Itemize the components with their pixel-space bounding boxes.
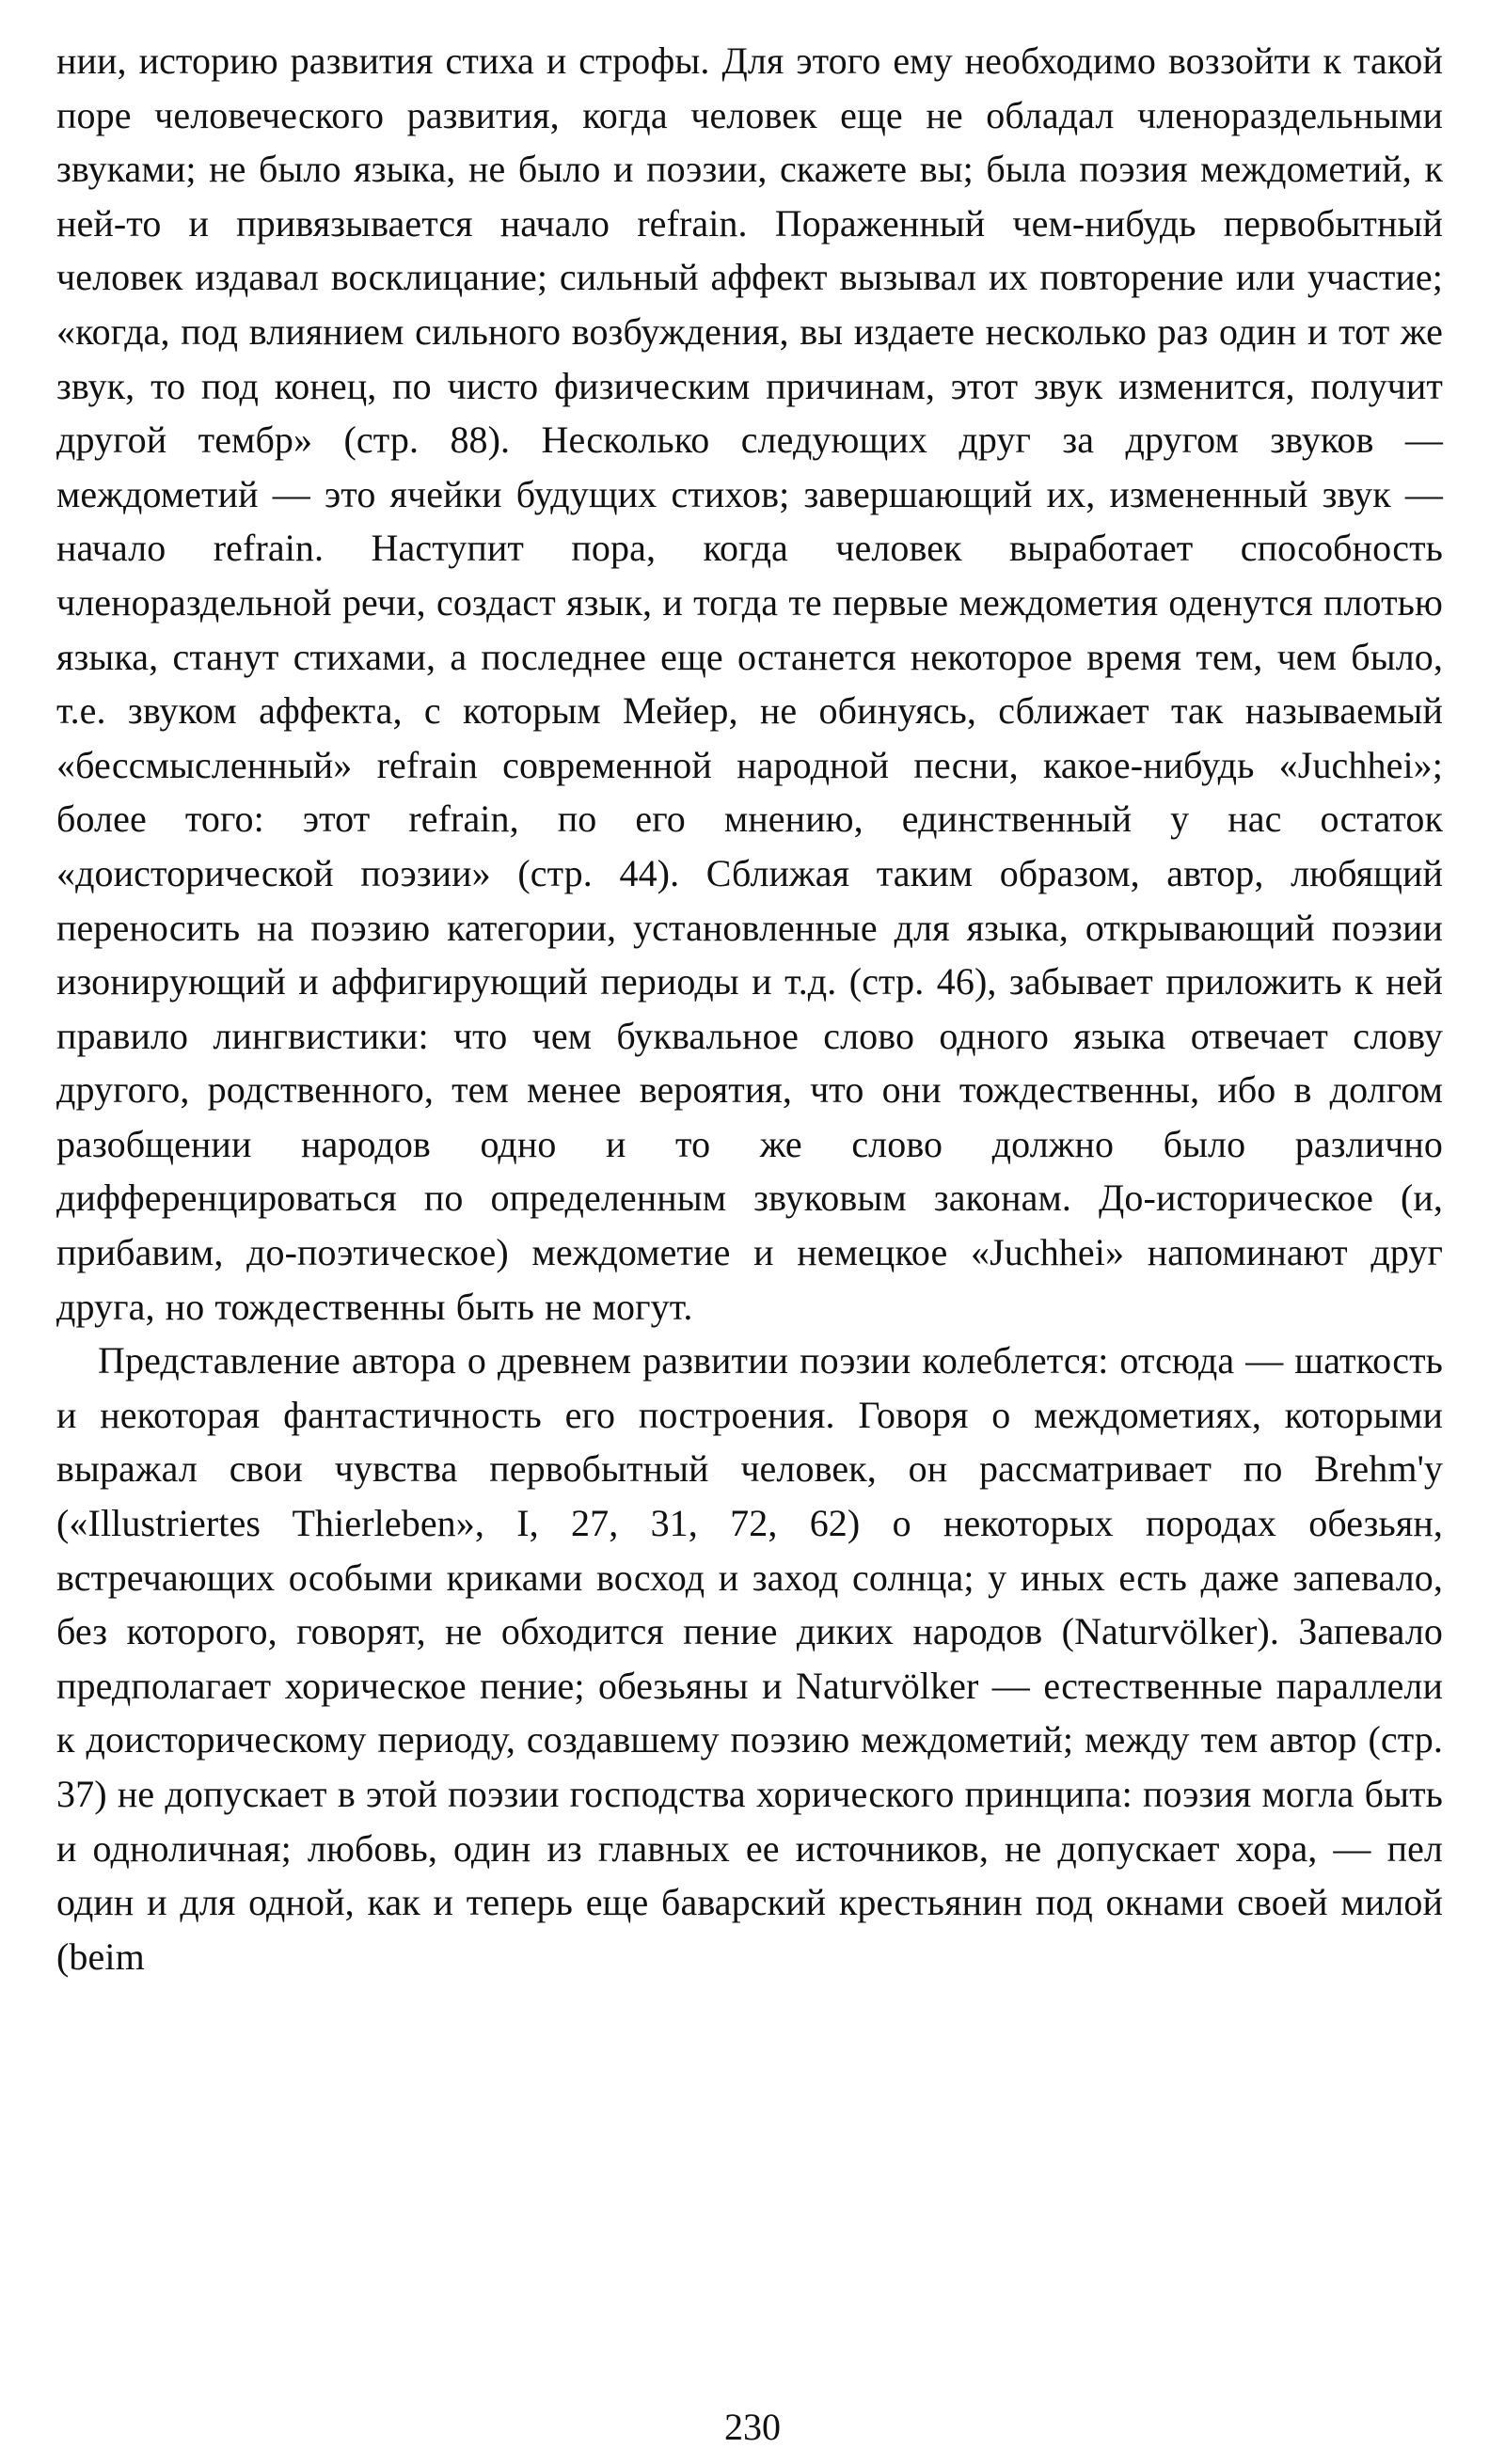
paragraph-1: нии, историю развития стиха и строфы. Для этого ему необходимо воззойти к такой поре человеческого развития, когда человек еще не обладал членораздельными звуками; не было языка, не было и поэзии, скажете вы; была поэзия междометий, к ней-то и привязывается начало refrain. Пораженный чем-нибудь первобытный человек издавал восклицание; сильный аффект вызывал их повторение или участие; «когда, под влиянием сильного возбуждения, вы издаете несколько раз один и тот же звук, то под конец, по чисто физическим причинам, этот звук изменится, получит другой тембр» (стр. 88). Несколько следующих друг за другом звуков — междометий — это ячейки будущих стихов; завершающий их, измененный звук — начало refrain. Наступит пора, когда человек выработает способность членораздельной речи, создаст язык, и тогда те первые междометия оденутся плотью языка, станут стихами, а последнее еще останется некоторое время тем, чем было, т.е. звуком аффекта, с которым Мейер, не обинуясь, сближает так называемый «бессмысленный» refrain современной народной песни, какое-нибудь «Juchhei»; более того: этот refrain, по его мнению, единственный у нас остаток «доисторической поэзии» (стр. 44). Сближая таким образом, автор, любящий переносить на поэзию категории, установленные для языка, открывающий поэзии изонирующий и аффигирующий периоды и т.д. (стр. 46), забывает приложить к ней правило лингвистики: что чем буквальное слово одного языка отвечает слову другого, родственного, тем менее вероятия, что они тождественны, ибо в долгом разобщении народов одно и то же слово должно было различно дифференцироваться по определенным звуковым законам. До-историческое (и, прибавим, до-поэтическое) междометие и немецкое «Juchhei» напоминают друг друга, но тождественны быть не могут. xyxy=(56,39,1443,1328)
page-number: 230 xyxy=(724,2406,781,2448)
paragraph-2: Представление автора о древнем развитии поэзии колеблется: отсюда — шаткость и некоторая фантастичность его построения. Говоря о междометиях, которыми выражал свои чувства первобытный человек, он рассматривает по Brehm'y («Illustriertes Thierleben», I, 27, 31, 72, 62) о некоторых породах обезьян, встречающих особыми криками восход и заход солнца; у иных есть даже запевало, без которого, говорят, не обходится пение диких народов (Naturvölker). Запевало предполагает хорическое пение; обезьяны и Naturvölker — естественные параллели к доисторическому периоду, создавшему поэзию междометий; между тем автор (стр. 37) не допускает в этой поэзии господства хорического принципа: поэзия могла быть и одноличная; любовь, один из главных ее источников, не допускает хора, — пел один и для одной, как и теперь еще баварский крестьянин под окнами своей милой (beim xyxy=(56,1339,1443,1978)
page-body xyxy=(56,34,1443,2404)
